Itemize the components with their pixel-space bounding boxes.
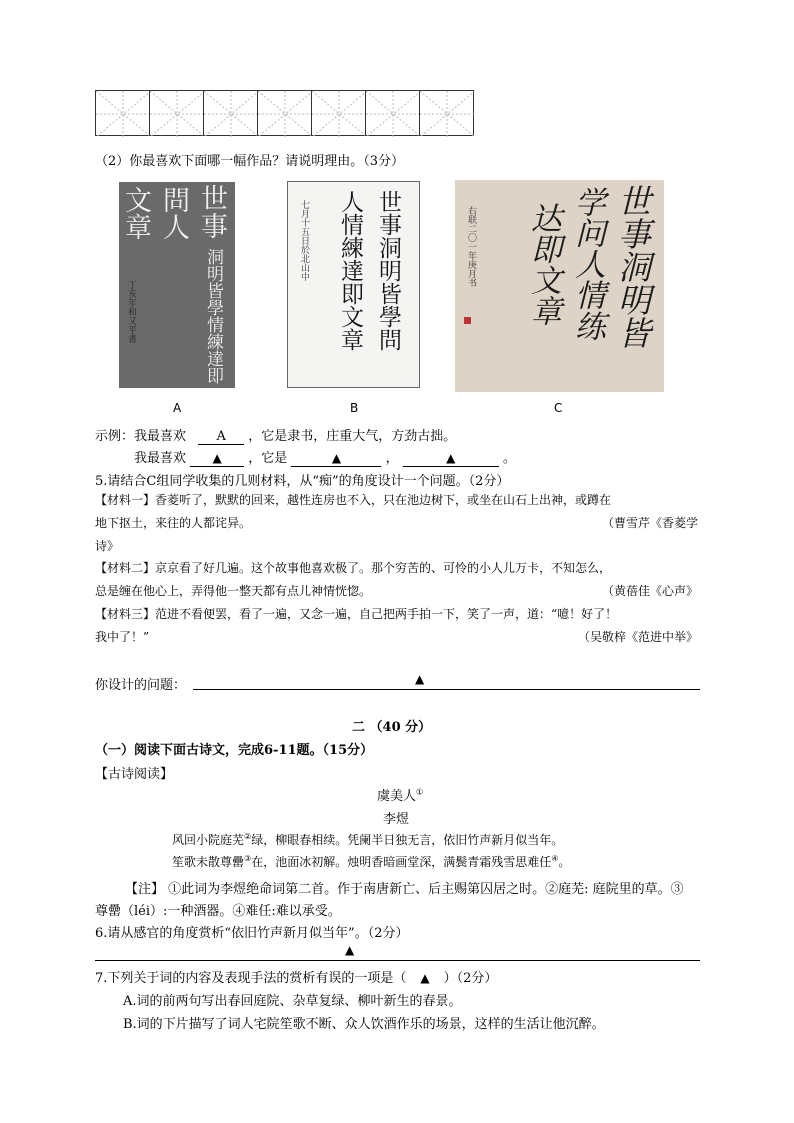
material-2-source: （黄蓓佳《心声》: [601, 584, 698, 598]
question-6: 6.请从感官的角度赏析“依旧竹声新月似当年”。（2分）: [95, 926, 409, 941]
grid-cell[interactable]: [419, 90, 474, 136]
question-7: 7.下列关于词的内容及表现手法的赏析有误的一项是（ ▲ ）（2分）: [95, 971, 498, 986]
example-line: [95, 425, 456, 445]
answer-blank-1[interactable]: ▲: [190, 451, 244, 467]
poem-title: 虞美人①: [377, 787, 424, 804]
calligraphy-column: 洞明皆學情練達即: [203, 248, 223, 384]
grid-cell[interactable]: [149, 90, 204, 136]
question-5: 5.请结合C组同学收集的几则材料，从“痴”的角度设计一个问题。（2分）: [95, 474, 510, 489]
answer-blank-2[interactable]: ▲: [291, 451, 381, 467]
caption-c: C: [554, 401, 563, 415]
answer-end: 。: [502, 451, 516, 466]
calligraphy-column: 問人: [158, 186, 189, 240]
poem-line-1: 风回小院庭芜②绿，柳眼春相续。凭阑半日独无言，依旧竹声新月似当年。: [172, 832, 564, 847]
question-7-answer-slot[interactable]: ▲: [420, 971, 430, 985]
poet-name: 李煜: [383, 812, 410, 827]
question-6-answer-blank[interactable]: ▲: [95, 943, 700, 961]
material-3-line-1: [95, 605, 617, 622]
calligraphy-image-c[interactable]: [455, 180, 664, 392]
answer-prefix: 我最喜欢: [134, 451, 187, 466]
section-2-heading: 二 （40 分）: [352, 720, 432, 735]
example-answer: A: [198, 429, 244, 445]
calligraphy-column: 人情練達即文章: [337, 190, 363, 351]
material-1-source: （曹雪芹《香菱学: [601, 516, 698, 530]
material-2-text: 京京看了好几遍。这个故事他喜欢极了。那个穷苦的、可怜的小人儿万卡，不知怎么，: [155, 561, 612, 575]
caption-a: A: [173, 401, 182, 415]
answer-blank-3[interactable]: ▲: [403, 451, 499, 467]
question-2: （2）你最喜欢下面哪一幅作品？请说明理由。（3分）: [95, 154, 405, 169]
material-3-line-2: 我中了！”: [95, 630, 150, 644]
calligraphy-column: 达即文章: [525, 202, 561, 326]
question-7-option-b: B.词的下片描写了词人宅院笙歌不断、众人饮酒作乐的场景，这样的生活让他沉醉。: [123, 1017, 605, 1032]
writing-grid[interactable]: [95, 90, 483, 138]
example-prefix: 示例：我最喜欢: [95, 429, 187, 444]
material-2-line-1: [95, 559, 611, 576]
calligraphy-inscription: 右联二〇一年庚月书: [466, 206, 476, 287]
design-question-label: 你设计的问题：: [95, 678, 187, 693]
grid-cell[interactable]: [365, 90, 420, 136]
seal-stamp: [464, 317, 471, 324]
grid-cell[interactable]: [203, 90, 258, 136]
grid-cell[interactable]: [311, 90, 366, 136]
calligraphy-column: 世事: [196, 184, 227, 240]
calligraphy-image-b[interactable]: [287, 181, 420, 388]
material-1-line-2: 地下抠土，来往的人都诧异。: [95, 516, 252, 530]
calligraphy-column: 世事洞明皆: [613, 184, 652, 349]
grid-cell[interactable]: [95, 90, 150, 136]
poem-note-line-2: 尊罍（léi）:一种酒器。④难任:难以承受。: [95, 904, 341, 919]
calligraphy-column: 文章: [120, 186, 151, 240]
material-2-label: 【材料二】: [95, 561, 156, 575]
material-1-source-end: 诗》: [95, 539, 120, 553]
question-7-option-a: A.词的前两句写出春回庭院、杂草复绿、柳叶新生的春景。: [123, 994, 462, 1009]
calligraphy-column: 学问人情练: [569, 186, 605, 341]
poem-line-2: 笙歌未散尊罍③在，池面冰初解。烛明香暗画堂深，满鬓青霜残雪思难任④。: [172, 854, 571, 869]
material-3-source: （吴敬梓《范进中举》: [577, 630, 698, 644]
part-1-heading: （一）阅读下面古诗文，完成6-11题。（15分）: [95, 743, 374, 758]
calligraphy-column: 世事洞明皆學問: [375, 190, 401, 351]
design-answer-blank[interactable]: ▲: [193, 672, 700, 690]
answer-mid: ，它是: [248, 451, 288, 466]
poem-heading: 【古诗阅读】: [95, 767, 174, 782]
calligraphy-image-a[interactable]: [119, 182, 235, 388]
material-2-line-2: 总是缠在他心上，弄得他一整天都有点儿神情恍惚。: [95, 584, 372, 598]
example-suffix: ，它是隶书，庄重大气，方劲古拙。: [248, 429, 457, 444]
material-1-line-1: [95, 491, 611, 508]
calligraphy-inscription: 七月十五日於北山中: [299, 200, 309, 281]
material-3-label: 【材料三】: [95, 607, 156, 621]
answer-comma: ，: [385, 451, 399, 466]
caption-b: B: [350, 401, 359, 415]
poem-note-line-1: 【注】 ①此词为李煜绝命词第二首。作于南唐新亡、后主赐第囚居之时。②庭芜: 庭院里的草。③: [125, 882, 684, 897]
answer-line: [134, 447, 516, 467]
material-3-text: 范进不看便罢，看了一遍，又念一遍，自己把两手拍一下，笑了一声，道：“噫！好了！: [155, 607, 618, 621]
material-1-text: 香菱听了，默默的回来，越性连房也不入，只在池边树下，或坐在山石上出神，或蹲在: [155, 493, 612, 507]
material-1-label: 【材料一】: [95, 493, 156, 507]
grid-cell[interactable]: [257, 90, 312, 136]
calligraphy-inscription: 丁亥年和又平書: [126, 280, 136, 343]
